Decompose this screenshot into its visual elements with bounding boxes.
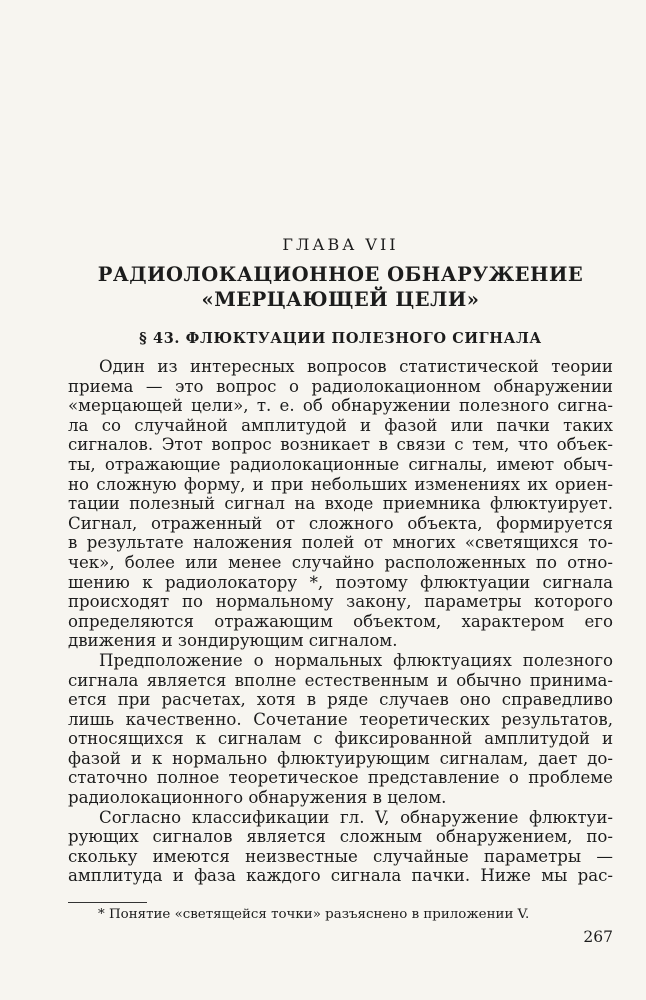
text-line: ется при расчетах, хотя в ряде случаев оно справедливо xyxy=(68,690,613,710)
text-line: тации полезный сигнал на входе приемника флюктуирует. xyxy=(68,494,613,514)
text-line: приема — это вопрос о радиолокационном обнаружении xyxy=(68,376,613,396)
text-line: ты, отражающие радиолокационные сигналы, имеют обыч- xyxy=(68,454,613,474)
text-line: сигнала является вполне естественным и обычно принима- xyxy=(68,670,613,690)
chapter-title-line-2: «МЕРЦАЮЩЕЙ ЦЕЛИ» xyxy=(201,288,480,311)
text-line: лишь качественно. Сочетание теоретических результатов, xyxy=(68,709,613,729)
text-line: Согласно классификации гл. V, обнаружение флюктуи- xyxy=(99,807,613,827)
text-line: сигналов. Этот вопрос возникает в связи с тем, что объек- xyxy=(68,435,613,455)
text-line: Один из интересных вопросов статистической теории xyxy=(99,357,613,376)
text-line: фазой и к нормально флюктуирующим сигналам, дает до- xyxy=(68,748,613,768)
text-line: Предположение о нормальных флюктуациях полезного xyxy=(99,650,613,670)
section-heading: § 43. ФЛЮКТУАЦИИ ПОЛЕЗНОГО СИГНАЛА xyxy=(139,330,542,347)
text-line: происходят по нормальному закону, параметры которого xyxy=(68,592,613,612)
text-line: радиолокационного обнаружения в целом. xyxy=(68,788,447,808)
text-line: скольку имеются неизвестные случайные параметры — xyxy=(68,846,613,866)
book-page xyxy=(68,0,613,1000)
text-line: чек», более или менее случайно расположенных по отно- xyxy=(68,552,613,572)
footnote-divider xyxy=(68,902,147,903)
body-text xyxy=(68,357,613,886)
text-line: статочно полное теоретическое представление о проблеме xyxy=(68,768,613,788)
text-line: «мерцающей цели», т. е. об обнаружении полезного сигна- xyxy=(68,396,613,416)
page-number: 267 xyxy=(583,928,613,946)
text-line: Сигнал, отраженный от сложного объекта, формируется xyxy=(68,513,613,533)
text-line: движения и зондирующим сигналом. xyxy=(68,631,398,651)
text-line: шению к радиолокатору *, поэтому флюктуации сигнала xyxy=(68,572,613,592)
chapter-title-line-1: РАДИОЛОКАЦИОННОЕ ОБНАРУЖЕНИЕ xyxy=(97,263,584,286)
text-line: определяются отражающим объектом, характером его xyxy=(68,611,613,631)
text-line: рующих сигналов является сложным обнаружением, по- xyxy=(68,827,613,847)
text-line: относящихся к сигналам с фиксированной амплитудой и xyxy=(68,729,613,749)
text-line: амплитуда и фаза каждого сигнала пачки. Ниже мы рас- xyxy=(68,866,613,886)
footnote: * Понятие «светящейся точки» разъяснено в приложении V. xyxy=(98,907,530,922)
text-line: ла со случайной амплитудой и фазой или пачки таких xyxy=(68,415,613,435)
text-line: в результате наложения полей от многих «светящихся то- xyxy=(68,533,613,553)
chapter-title xyxy=(68,262,613,312)
text-line: но сложную форму, и при небольших изменениях их ориен- xyxy=(68,474,613,494)
chapter-label: ГЛАВА VII xyxy=(282,235,399,254)
